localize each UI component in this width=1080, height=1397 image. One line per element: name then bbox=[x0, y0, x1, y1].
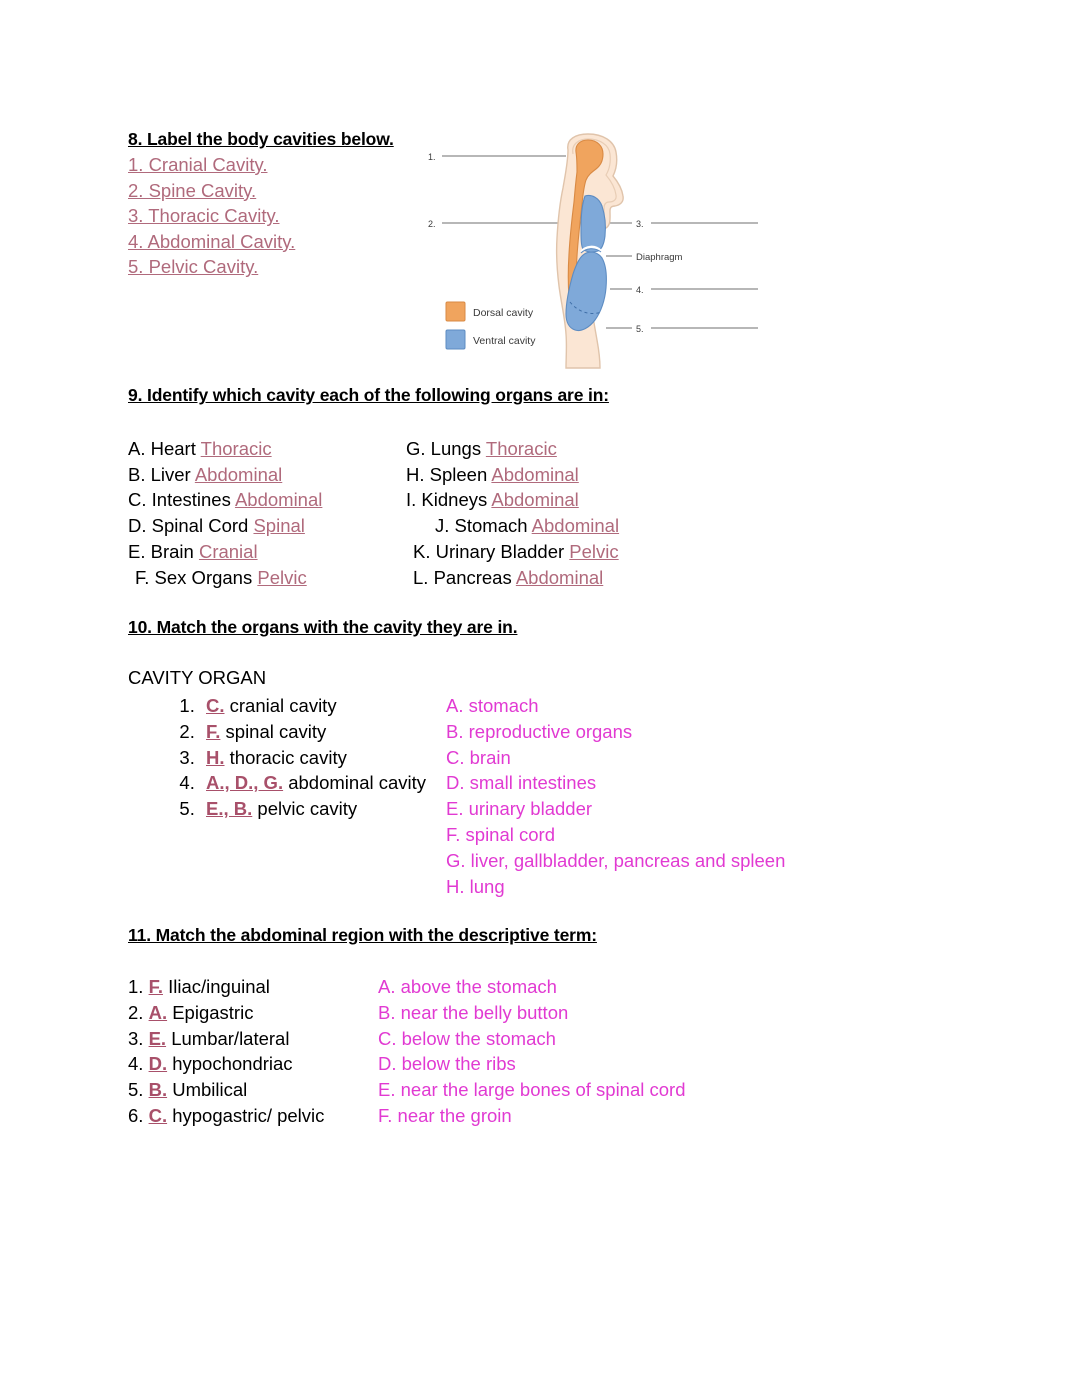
question-9-right-row bbox=[406, 539, 619, 565]
question-8-answer-text: 3. Thoracic Cavity. bbox=[128, 205, 280, 227]
question-10-cavity-row bbox=[200, 693, 426, 719]
question-9-left-column bbox=[128, 436, 322, 590]
question-11-region-label: hypogastric/ pelvic bbox=[167, 1104, 325, 1126]
question-9-answer: Abdominal bbox=[515, 566, 604, 588]
question-11-region-number: 3. bbox=[128, 1027, 149, 1049]
question-10-cavity-row bbox=[200, 770, 426, 796]
question-9-right-row bbox=[406, 462, 619, 488]
question-11-region-row bbox=[128, 1000, 324, 1026]
question-11-heading: 11. Match the abdominal region with the descriptive term: bbox=[128, 925, 597, 945]
question-11-region-number: 6. bbox=[128, 1104, 149, 1126]
question-8-answer-list bbox=[128, 152, 295, 280]
body-cavities-diagram bbox=[420, 132, 800, 372]
question-10-organ-option bbox=[446, 822, 785, 848]
question-11-region-number: 5. bbox=[128, 1079, 149, 1101]
question-9-answer: Abdominal bbox=[194, 463, 283, 485]
question-9-answer: Pelvic bbox=[569, 540, 619, 562]
question-10-organ-text: F. spinal cord bbox=[446, 823, 555, 845]
question-11-term-options bbox=[378, 974, 686, 1129]
question-9-prompt: F. Sex Organs bbox=[135, 566, 258, 588]
question-9-answer: Thoracic bbox=[200, 438, 272, 459]
question-10-organ-text: A. stomach bbox=[446, 695, 539, 716]
legend-swatch-dorsal bbox=[446, 302, 465, 321]
question-10-cavity-label: cranial cavity bbox=[224, 695, 337, 716]
question-9-prompt: K. Urinary Bladder bbox=[413, 540, 570, 562]
question-10-answer-letter: E., B. bbox=[206, 798, 253, 820]
question-9-prompt: I. Kidneys bbox=[406, 489, 492, 511]
question-9-prompt: J. Stomach bbox=[435, 515, 532, 537]
question-10-heading: 10. Match the organs with the cavity they are in. bbox=[128, 617, 518, 637]
question-9-prompt: D. Spinal Cord bbox=[128, 515, 254, 537]
question-10-organ-option bbox=[446, 693, 785, 719]
question-10-cavity-row bbox=[200, 796, 426, 822]
question-11-term-option bbox=[378, 1026, 686, 1052]
question-10-answer-letter: C. bbox=[206, 695, 225, 716]
question-11-term-text: D. below the ribs bbox=[378, 1053, 516, 1075]
question-11-region-list bbox=[128, 974, 324, 1129]
question-10-cavity-label: thoracic cavity bbox=[224, 746, 347, 768]
question-11-region-label: Epigastric bbox=[167, 1001, 254, 1023]
question-11-region-number: 1. bbox=[128, 976, 149, 997]
question-11-term-option bbox=[378, 1000, 686, 1026]
question-10-organ-text: B. reproductive organs bbox=[446, 720, 633, 742]
question-11-answer-letter: D. bbox=[148, 1053, 168, 1075]
question-8-answer-row bbox=[128, 178, 256, 204]
question-11-region-number: 4. bbox=[128, 1053, 149, 1075]
question-11-region-row bbox=[128, 974, 324, 1000]
question-9-right-row bbox=[406, 513, 619, 539]
thoracic-cavity bbox=[581, 195, 605, 252]
question-11-answer-letter: C. bbox=[148, 1104, 168, 1126]
question-11-region-row bbox=[128, 1103, 324, 1129]
question-10-organ-text: D. small intestines bbox=[446, 772, 597, 794]
question-10-cavity-row bbox=[200, 745, 426, 771]
question-9-left-row bbox=[128, 539, 322, 565]
question-11-answer-letter: B. bbox=[148, 1079, 168, 1101]
question-10-cavity-label: pelvic cavity bbox=[252, 798, 358, 820]
question-8-heading: 8. Label the body cavities below. bbox=[128, 129, 394, 149]
question-10-organ-text: H. lung bbox=[446, 875, 505, 897]
question-8-answer-row bbox=[128, 203, 279, 229]
question-11-term-option bbox=[378, 974, 686, 1000]
question-11-region-row bbox=[128, 1051, 324, 1077]
question-10-organ-text: C. brain bbox=[446, 746, 511, 768]
question-11-answer-letter: A. bbox=[148, 1001, 168, 1023]
question-10-cavity-list bbox=[160, 693, 426, 822]
question-10-organ-option bbox=[446, 796, 785, 822]
question-10-column-label: CAVITY ORGAN bbox=[128, 667, 267, 688]
question-11-region-label: Iliac/inguinal bbox=[162, 976, 270, 997]
question-9-prompt: C. Intestines bbox=[128, 489, 235, 511]
question-11-term-text: A. above the stomach bbox=[378, 976, 557, 997]
question-9-answer: Abdominal bbox=[491, 489, 579, 511]
callout-3: 3. bbox=[636, 219, 644, 229]
question-9-answer: Spinal bbox=[253, 515, 305, 537]
question-11-term-text: E. near the large bones of spinal cord bbox=[378, 1079, 686, 1101]
question-10-organ-option bbox=[446, 770, 785, 796]
question-9-answer: Pelvic bbox=[257, 566, 307, 588]
question-10-cavity-label: abdominal cavity bbox=[283, 772, 427, 794]
question-10-organ-option bbox=[446, 745, 785, 771]
question-9-prompt: E. Brain bbox=[128, 540, 199, 562]
question-10-organ-options bbox=[446, 693, 785, 899]
question-11-region-row bbox=[128, 1077, 324, 1103]
question-9-heading: 9. Identify which cavity each of the following organs are in: bbox=[128, 385, 609, 405]
question-10-organ-option bbox=[446, 719, 785, 745]
question-11-term-text: F. near the groin bbox=[378, 1104, 512, 1126]
diaphragm-label: Diaphragm bbox=[636, 252, 683, 263]
question-11-answer-letter: F. bbox=[148, 976, 163, 997]
question-11-region-number: 2. bbox=[128, 1001, 149, 1023]
question-11-term-text: B. near the belly button bbox=[378, 1001, 569, 1023]
question-8-answer-text: 5. Pelvic Cavity. bbox=[128, 256, 259, 278]
question-8-answer-row bbox=[128, 229, 295, 255]
question-8-answer-text: 4. Abdominal Cavity. bbox=[128, 230, 296, 252]
question-10-organ-option bbox=[446, 848, 785, 874]
question-8-answer-row bbox=[128, 254, 258, 280]
question-9-prompt: G. Lungs bbox=[406, 438, 486, 459]
legend-label-ventral: Ventral cavity bbox=[473, 335, 536, 347]
question-9-left-row bbox=[128, 565, 322, 591]
question-11-term-text: C. below the stomach bbox=[378, 1027, 556, 1049]
callout-1: 1. bbox=[428, 152, 436, 162]
question-9-answer: Thoracic bbox=[485, 438, 557, 459]
question-10-organ-option bbox=[446, 874, 785, 900]
question-10-organ-text: G. liver, gallbladder, pancreas and spleen bbox=[446, 849, 786, 871]
question-10-cavity-row bbox=[200, 719, 426, 745]
question-11-term-option bbox=[378, 1051, 686, 1077]
leader-lines-left bbox=[442, 156, 568, 223]
question-9-right-column bbox=[406, 436, 619, 590]
question-10-answer-letter: H. bbox=[206, 746, 225, 768]
question-9-answer: Abdominal bbox=[234, 489, 323, 511]
question-10-answer-letter: A., D., G. bbox=[206, 772, 284, 794]
callout-2: 2. bbox=[428, 219, 436, 229]
question-11-term-option bbox=[378, 1077, 686, 1103]
question-8-answer-text: 1. Cranial Cavity. bbox=[128, 154, 268, 175]
question-9-prompt: L. Pancreas bbox=[413, 566, 516, 588]
question-11-region-row bbox=[128, 1026, 324, 1052]
question-8-answer-text: 2. Spine Cavity. bbox=[128, 179, 257, 201]
leader-lines-right bbox=[598, 223, 758, 328]
question-11-region-label: Umbilical bbox=[167, 1079, 248, 1101]
question-9-answer: Abdominal bbox=[491, 463, 579, 485]
question-9-answer: Abdominal bbox=[531, 515, 620, 537]
question-9-left-row bbox=[128, 462, 322, 488]
question-9-prompt: H. Spleen bbox=[406, 463, 492, 485]
question-9-answer: Cranial bbox=[198, 540, 258, 562]
legend-label-dorsal: Dorsal cavity bbox=[473, 307, 534, 319]
question-8-answer-row bbox=[128, 152, 267, 178]
question-11-term-option bbox=[378, 1103, 686, 1129]
question-9-prompt: A. Heart bbox=[128, 438, 201, 459]
question-11-answer-letter: E. bbox=[148, 1027, 167, 1049]
question-11-region-label: Lumbar/lateral bbox=[166, 1027, 290, 1049]
question-9-left-row bbox=[128, 436, 322, 462]
question-10-cavity-label: spinal cavity bbox=[220, 720, 327, 742]
question-10-answer-letter: F. bbox=[206, 720, 221, 742]
callout-4: 4. bbox=[636, 285, 644, 295]
question-10-organ-text: E. urinary bladder bbox=[446, 798, 593, 820]
question-9-left-row bbox=[128, 487, 322, 513]
question-9-prompt: B. Liver bbox=[128, 463, 195, 485]
diagram-legend bbox=[446, 302, 536, 349]
question-9-right-row bbox=[406, 565, 619, 591]
legend-swatch-ventral bbox=[446, 330, 465, 349]
question-9-left-row bbox=[128, 513, 322, 539]
question-9-right-row bbox=[406, 487, 619, 513]
callout-5: 5. bbox=[636, 324, 644, 334]
question-11-region-label: hypochondriac bbox=[167, 1053, 293, 1075]
question-9-right-row bbox=[406, 436, 619, 462]
